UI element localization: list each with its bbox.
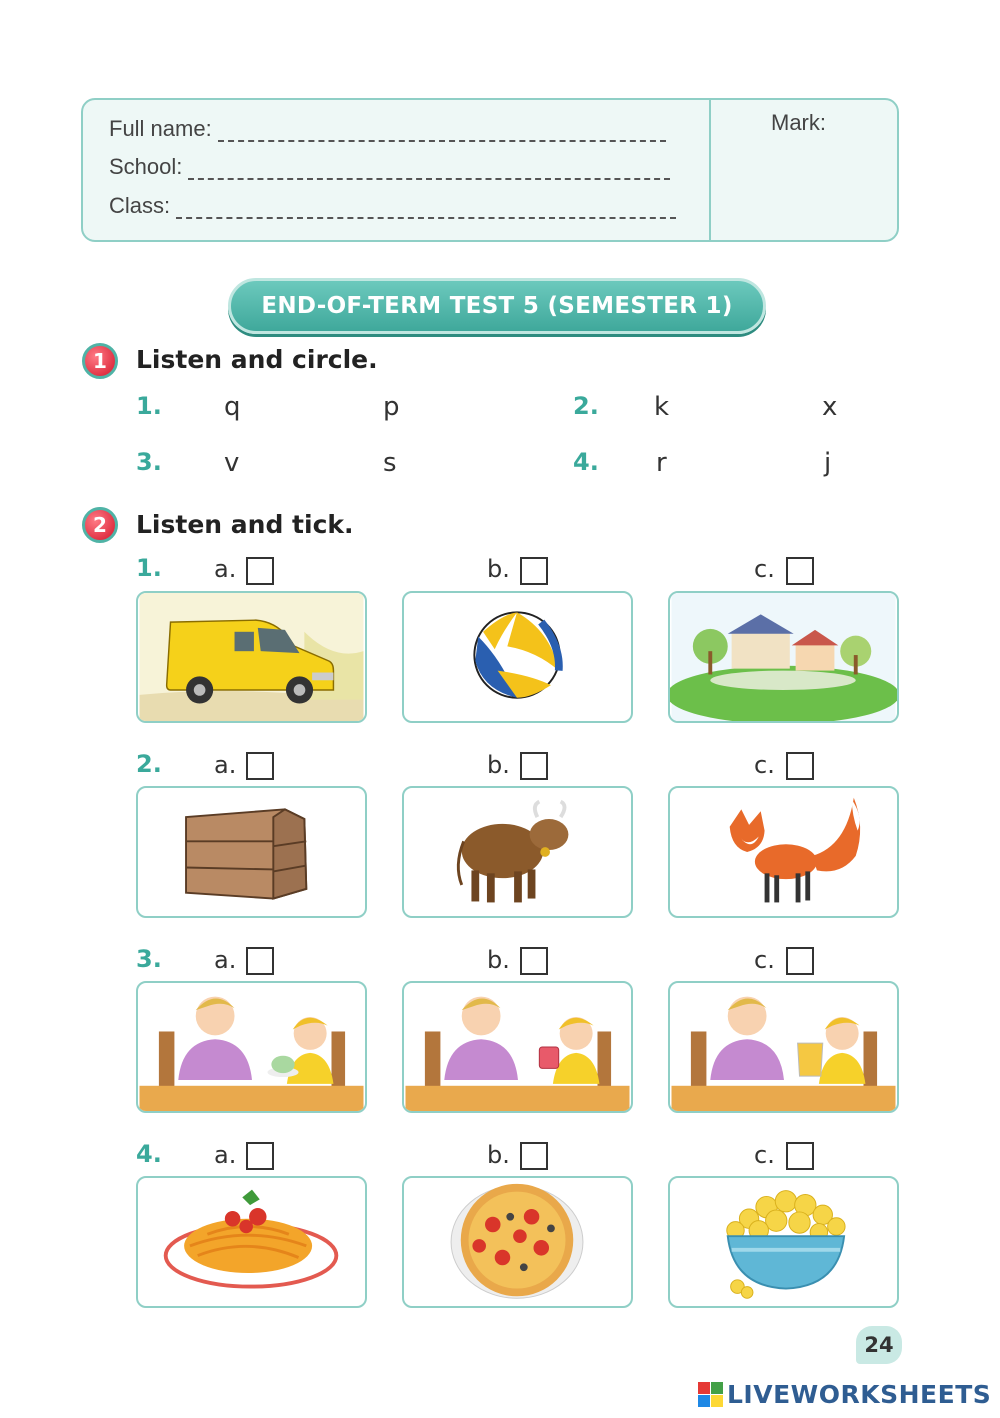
q3-option-a-tickbox[interactable] [246, 947, 274, 975]
liveworksheets-logo-text: LIVEWORKSHEETS [727, 1380, 992, 1409]
juice-picture [668, 981, 899, 1113]
q2-option-b-label: b. [487, 751, 510, 779]
student-info-box [81, 98, 899, 242]
ex1-item-3-option-b[interactable]: s [383, 448, 397, 478]
full-name-field[interactable] [218, 124, 666, 142]
q4-number: 4. [136, 1140, 162, 1168]
q4-option-b-label: b. [487, 1141, 510, 1169]
q2-option-a-tickbox[interactable] [246, 752, 274, 780]
ex1-item-3-option-a[interactable]: v [224, 448, 240, 478]
q4-option-b-tickbox[interactable] [520, 1142, 548, 1170]
page-number: 24 [856, 1326, 902, 1364]
q1-option-b-tickbox[interactable] [520, 557, 548, 585]
full-name-label: Full name: [109, 116, 212, 141]
info-divider [709, 100, 711, 240]
section-2-number: 2 [82, 507, 118, 543]
test-title: END-OF-TERM TEST 5 (SEMESTER 1) [228, 278, 766, 334]
q1-option-b-label: b. [487, 555, 510, 583]
liveworksheets-logo[interactable] [698, 1380, 991, 1409]
ex1-item-2-option-b[interactable]: x [822, 392, 838, 422]
q3-option-b-tickbox[interactable] [520, 947, 548, 975]
q3-option-c-label: c. [754, 946, 775, 974]
q2-option-c-label: c. [754, 751, 775, 779]
q3-option-a-label: a. [214, 946, 237, 974]
box-picture [136, 786, 367, 918]
q4-option-a-tickbox[interactable] [246, 1142, 274, 1170]
q4-option-c-label: c. [754, 1141, 775, 1169]
jam-picture [402, 981, 633, 1113]
school-label: School: [109, 154, 183, 179]
class-label: Class: [109, 193, 171, 218]
village-picture [668, 591, 899, 723]
van-picture [136, 591, 367, 723]
ex1-item-1-option-a[interactable]: q [224, 392, 241, 422]
fox-picture [668, 786, 899, 918]
ex1-item-4-number: 4. [573, 448, 599, 476]
ex1-item-2-number: 2. [573, 392, 599, 420]
q1-option-c-tickbox[interactable] [786, 557, 814, 585]
q4-option-a-label: a. [214, 1141, 237, 1169]
full-name-row [109, 116, 666, 142]
q1-option-a-tickbox[interactable] [246, 557, 274, 585]
ex1-item-4-option-b[interactable]: j [824, 448, 832, 478]
q2-option-a-label: a. [214, 751, 237, 779]
pizza-picture [402, 1176, 633, 1308]
ex1-item-2-option-a[interactable]: k [654, 392, 670, 422]
jelly-picture [136, 981, 367, 1113]
q2-number: 2. [136, 750, 162, 778]
q3-number: 3. [136, 945, 162, 973]
ex1-item-4-option-a[interactable]: r [656, 448, 667, 478]
ex1-item-1-option-b[interactable]: p [383, 392, 400, 422]
section-1-number: 1 [82, 343, 118, 379]
q3-option-b-label: b. [487, 946, 510, 974]
q4-option-c-tickbox[interactable] [786, 1142, 814, 1170]
q2-option-b-tickbox[interactable] [520, 752, 548, 780]
spaghetti-picture [136, 1176, 367, 1308]
ex1-item-3-number: 3. [136, 448, 162, 476]
q3-option-c-tickbox[interactable] [786, 947, 814, 975]
mark-label: Mark: [771, 110, 826, 135]
q1-number: 1. [136, 554, 162, 582]
ox-picture [402, 786, 633, 918]
school-row [109, 154, 670, 180]
class-row [109, 193, 676, 219]
liveworksheets-logo-icon [698, 1382, 723, 1407]
volleyball-picture [402, 591, 633, 723]
q1-option-a-label: a. [214, 555, 237, 583]
section-1-title: Listen and circle. [136, 345, 378, 374]
popcorn-picture [668, 1176, 899, 1308]
q1-option-c-label: c. [754, 555, 775, 583]
section-2-title: Listen and tick. [136, 510, 354, 539]
school-field[interactable] [188, 162, 670, 180]
ex1-item-1-number: 1. [136, 392, 162, 420]
q2-option-c-tickbox[interactable] [786, 752, 814, 780]
class-field[interactable] [176, 201, 676, 219]
